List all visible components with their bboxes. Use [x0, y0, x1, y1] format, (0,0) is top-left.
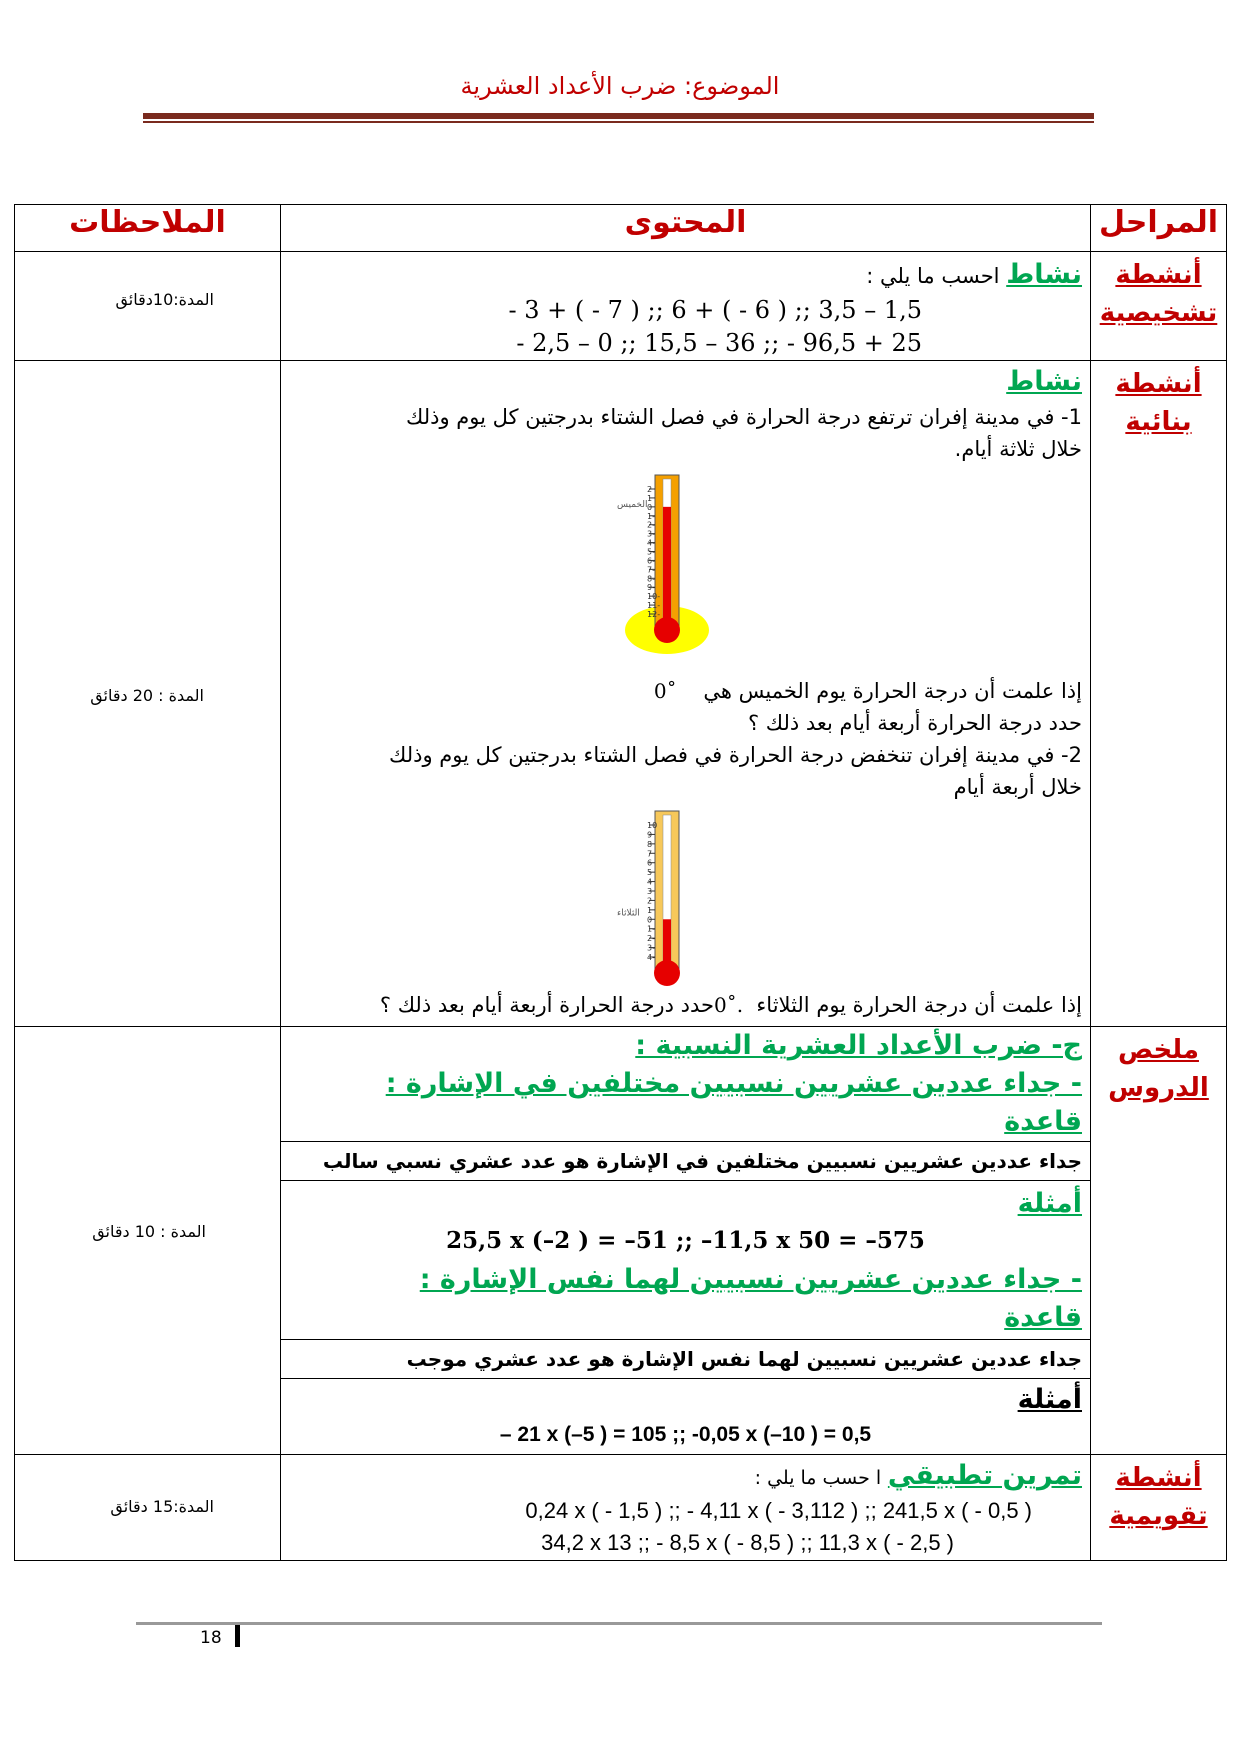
notes-constructive [15, 361, 281, 1027]
notes-diagnostic [15, 252, 281, 361]
page-title: الموضوع: ضرب الأعداد العشرية [460, 72, 780, 100]
thermometer-tick-label: 0 [647, 915, 653, 925]
examples-label: أمثلة [1017, 1188, 1082, 1219]
duration-note: المدة : 10 دقائق [92, 1222, 206, 1241]
thermometer-tick-label: -10 [647, 592, 661, 602]
thermometer-tick-label: -11 [647, 601, 661, 611]
stage-summary: ملخص الدروس [1091, 1027, 1227, 1455]
instruction: احسب ما يلي : [866, 264, 1000, 288]
thermometer-day-label: الخميس [617, 499, 648, 510]
thermometer-tick-label: 5 [647, 868, 653, 878]
content-constructive [281, 361, 1091, 1027]
examples-block [281, 1180, 1090, 1339]
thermometer-1-wrap [289, 465, 1082, 665]
thermometer-tick-label: 9 [647, 830, 653, 840]
thermometer-tick-label: -7 [647, 565, 655, 575]
duration-note: المدة : 20 دقائق [90, 686, 204, 705]
row-evaluation [15, 1455, 1227, 1561]
thermometer-tick-label: 0 [647, 502, 653, 512]
thermometer-bulb [654, 617, 680, 643]
title-rule-thin [143, 121, 1094, 123]
subsection-heading: - جداء عددين عشريين نسبيين لهما نفس الإشارة : [419, 1264, 1082, 1295]
page-number: 18 [200, 1628, 222, 1648]
thermometer-tick-label: 10 [647, 821, 658, 830]
exercise-line: - 3 + ( - 7 ) ;; 6 + ( - 6 ) ;; 3,5 – 1,5 [508, 296, 922, 324]
notes-evaluation [15, 1455, 281, 1561]
stage-diagnostic: أنشطة تشخيصية [1091, 252, 1227, 361]
footer-rule [136, 1622, 1102, 1625]
thermometer-tick-label: 3 [647, 887, 653, 896]
content-evaluation [281, 1455, 1091, 1561]
thermometer-tick-label: 2 [647, 485, 653, 494]
paragraph: 1- في مدينة إفران ترتفع درجة الحرارة في فصل الشتاء بدرجتين كل يوم وذلك [406, 405, 1082, 429]
thermometer-bulb [654, 960, 680, 986]
paragraph: 2- في مدينة إفران تنخفض درجة الحرارة في فصل الشتاء بدرجتين كل يوم وذلك [389, 743, 1082, 767]
thermometer-tick-label: -1 [647, 511, 655, 521]
stage-constructive: أنشطة بنائية [1091, 361, 1227, 1027]
examples-label: أمثلة [1017, 1384, 1082, 1415]
thermometer-tick-label: -6 [647, 556, 655, 566]
row-constructive [15, 361, 1227, 1027]
thermometer-tick-label: -4 [647, 538, 655, 548]
thermometer-day-label: الثلاثاء [617, 908, 640, 919]
stage-evaluation: أنشطة تقويمية [1091, 1455, 1227, 1561]
header-content: المحتوى [281, 205, 1091, 252]
rule-label: قاعدة [1004, 1302, 1082, 1333]
thermometer-1 [281, 465, 1091, 665]
header-notes: الملاحظات [15, 205, 281, 252]
content-diagnostic [281, 252, 1091, 361]
notes-summary [15, 1027, 281, 1455]
duration-note: المدة:10دقائق [115, 290, 214, 309]
paragraph: خلال ثلاثة أيام. [954, 437, 1082, 461]
thermometer-tick-label: -8 [647, 574, 655, 584]
thermometer-tick-label: 2 [647, 896, 653, 906]
exercise-line: 34,2 x 13 ;; - 8,5 x ( - 8,5 ) ;; 11,3 x ( - 2,5 ) [541, 1530, 954, 1555]
paragraph: إذا علمت أن درجة الحرارة يوم الخميس هي 0˚ [653, 679, 1082, 703]
thermometer-tick-label: 1 [647, 905, 653, 915]
thermometer-tick-label: -5 [647, 547, 655, 557]
rule-text: جداء عددين عشريين نسبيين مختلفين في الإشارة هو عدد عشري نسبي سالب [281, 1141, 1090, 1180]
thermometer-tick-label: -2 [647, 934, 655, 944]
activity-label: نشاط [1006, 259, 1082, 290]
thermometer-2-wrap [289, 803, 1082, 989]
thermometer-tick-label: 4 [647, 877, 653, 887]
paragraph: إذا علمت أن درجة الحرارة يوم الثلاثاء 0˚.حدد درجة الحرارة أربعة أيام بعد ذلك ؟ [379, 993, 1082, 1017]
duration-note: المدة:15 دقائق [110, 1497, 214, 1516]
thermometer-tick-label: -3 [647, 943, 655, 953]
example-line: – 21 x (–5 ) = 105 ;; -0,05 x (–10 ) = 0,5 [499, 1423, 872, 1446]
thermometer-tick-label: 6 [647, 858, 653, 868]
lesson-plan-table [14, 204, 1227, 1561]
paragraph: حدد درجة الحرارة أربعة أيام بعد ذلك ؟ [747, 711, 1082, 735]
header-row [15, 205, 1227, 252]
thermometer-tick-label: -9 [647, 583, 655, 593]
section-heading: ج- ضرب الأعداد العشرية النسبية : [635, 1030, 1082, 1061]
exercise-label: تمرين تطبيقي [887, 1460, 1082, 1491]
thermometer-tick-label: -1 [647, 924, 655, 934]
subsection-heading: - جداء عددين عشريين نسبيين مختلفين في الإشارة : [385, 1068, 1082, 1099]
thermometer-tick-label: 1 [647, 493, 653, 503]
activity-label: نشاط [1006, 366, 1082, 397]
row-diagnostic [15, 252, 1227, 361]
thermometer-tick-label: 7 [647, 849, 653, 859]
content-summary [281, 1027, 1091, 1455]
example-line: 25,5 x (–2 ) = –51 ;; –11,5 x 50 = –575 [446, 1227, 925, 1254]
title-rule [143, 113, 1094, 119]
row-summary [15, 1027, 1227, 1455]
thermometer-2 [281, 803, 1091, 989]
header-stages: المراحل [1091, 205, 1227, 252]
footer-bar [235, 1625, 240, 1647]
thermometer-mercury [663, 507, 671, 630]
thermometer-tick-label: -3 [647, 529, 655, 539]
thermometer-tick-label: -12 [647, 610, 661, 619]
examples-block [281, 1378, 1090, 1454]
thermometer-tick-label: -4 [647, 953, 655, 962]
exercise-line: 0,24 x ( - 1,5 ) ;; - 4,11 x ( - 3,112 ) ;; 241,5 x ( - 0,5 ) [525, 1498, 1032, 1523]
thermometer-tick-label: 8 [647, 839, 653, 849]
rule-text: جداء عددين عشريين نسبيين لهما نفس الإشارة هو عدد عشري موجب [281, 1339, 1090, 1378]
paragraph: خلال أربعة أيام [953, 775, 1082, 799]
thermometer-tick-label: -2 [647, 520, 655, 530]
exercise-line: - 2,5 – 0 ;; 15,5 – 36 ;; - 96,5 + 25 [516, 329, 922, 357]
rule-label: قاعدة [1004, 1106, 1082, 1137]
instruction: ا حسب ما يلي : [754, 1467, 882, 1489]
